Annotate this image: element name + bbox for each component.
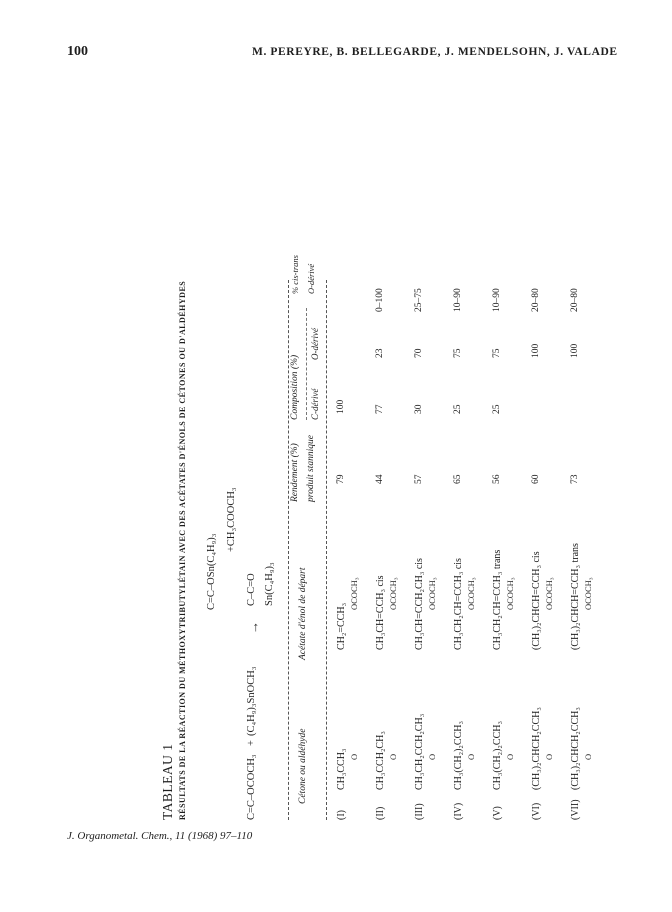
ketone-carbonyl-o: O bbox=[349, 753, 359, 760]
rotated-table-block bbox=[160, 255, 612, 820]
enol-acetate-substituent: OCOCH₃ bbox=[505, 577, 515, 610]
plus-sign: + bbox=[246, 740, 257, 746]
yield-value: 65 bbox=[453, 474, 463, 484]
citation-text: J. Organometal. Chem., 11 (1968) 97–110 bbox=[67, 830, 253, 842]
cis-trans-value: 10–90 bbox=[453, 288, 463, 312]
row-label: (VI) bbox=[531, 802, 542, 820]
reactant-methoxytributyltin: (C₄H₉)₃SnOCH₃ bbox=[246, 666, 257, 736]
ketone-formula: CH₃CH₂CCH₂CH₃ bbox=[414, 713, 425, 790]
enol-acetate-formula: CH₃CH₂CH=CCH₃ trans bbox=[492, 549, 503, 650]
ketone-formula: (CH₃)₂CHCH₂CCH₃ bbox=[570, 707, 581, 790]
ketone-carbonyl-o: O bbox=[388, 753, 398, 760]
enol-acetate-substituent: OCOCH₃ bbox=[466, 577, 476, 610]
c-derivative-value: 25 bbox=[492, 404, 502, 414]
enol-acetate-formula: CH₃CH=CCH₂CH₃ cis bbox=[414, 558, 425, 650]
header-cis-trans-sub: O-dérivé bbox=[306, 263, 316, 294]
enol-acetate-substituent: OCOCH₃ bbox=[388, 577, 398, 610]
header-c-derivative: C-dérivé bbox=[310, 388, 320, 420]
enol-acetate-formula: (CH₃)₂CHCH=CCH₃ cis bbox=[531, 551, 542, 650]
c-derivative-value: 25 bbox=[453, 404, 463, 414]
ketone-carbonyl-o: O bbox=[544, 753, 554, 760]
ketone-carbonyl-o: O bbox=[505, 753, 515, 760]
row-label: (V) bbox=[492, 806, 503, 820]
yield-value: 57 bbox=[414, 474, 424, 484]
cis-trans-value: 20–80 bbox=[531, 288, 541, 312]
journal-citation bbox=[67, 830, 252, 842]
enol-acetate-formula: (CH₃)₂CHCH=CCH₃ trans bbox=[570, 543, 581, 650]
o-derivative-value: 100 bbox=[570, 343, 580, 358]
ketone-formula: CH₃(CH₂)₂CCH₃ bbox=[453, 721, 464, 790]
reaction-equation bbox=[200, 300, 280, 820]
ketone-carbonyl-o: O bbox=[583, 753, 593, 760]
enol-acetate-substituent: OCOCH₃ bbox=[427, 577, 437, 610]
o-derivative-value: 70 bbox=[414, 348, 424, 358]
composition-subrule bbox=[306, 308, 308, 420]
byproduct-methyl-acetate: +CH₃COOCH₃ bbox=[226, 487, 237, 552]
running-header-authors: M. PEREYRE, B. BELLEGARDE, J. MENDELSOHN, J. VALADE bbox=[252, 46, 618, 58]
yield-value: 60 bbox=[531, 474, 541, 484]
product-o-stannyl: C=C–OSn(C₄H₉)₃ bbox=[206, 533, 217, 610]
ketone-carbonyl-o: O bbox=[466, 753, 476, 760]
header-cis-trans: % cis-trans bbox=[290, 255, 300, 294]
enol-acetate-substituent: OCOCH₃ bbox=[349, 577, 359, 610]
header-yield-sub: produit stannique bbox=[306, 435, 316, 502]
row-label: (I) bbox=[336, 810, 347, 820]
ketone-carbonyl-o: O bbox=[427, 753, 437, 760]
c-derivative-value: 100 bbox=[336, 399, 346, 414]
header-enol-acetate: Acétate d'énol de départ bbox=[298, 567, 308, 660]
ketone-formula: CH₃CCH₂CH₃ bbox=[375, 731, 386, 790]
row-label: (VII) bbox=[570, 799, 581, 820]
yield-value: 73 bbox=[570, 474, 580, 484]
yield-value: 56 bbox=[492, 474, 502, 484]
reactant-enol-acetate: C=C–OCOCH₃ bbox=[246, 754, 257, 820]
yield-value: 44 bbox=[375, 474, 385, 484]
row-label: (II) bbox=[375, 806, 386, 820]
ketone-formula: (CH₃)₂CHCH₂CCH₃ bbox=[531, 707, 542, 790]
cis-trans-value: 20–80 bbox=[570, 288, 580, 312]
enol-acetate-formula: CH₂=CCH₃ bbox=[336, 602, 347, 650]
cis-trans-value: 10–90 bbox=[492, 288, 502, 312]
ketone-formula: CH₃(CH₂)₂CCH₃ bbox=[492, 721, 503, 790]
product-c-stannyl: C–C=O bbox=[246, 573, 257, 606]
table-caption: RÉSULTATS DE LA RÉACTION DU MÉTHOXYTRIBUTYLÉTAIN AVEC DES ACÉTATES D'ÉNOLS DE CÉTONES OU D'ALDÉHYDES bbox=[178, 280, 187, 820]
cis-trans-value: 0–100 bbox=[375, 288, 385, 312]
reaction-arrow: → bbox=[246, 621, 261, 634]
o-derivative-value: 75 bbox=[453, 348, 463, 358]
table-header-rule bbox=[326, 280, 328, 820]
header-ketone: Cétone ou aldéhyde bbox=[298, 728, 308, 804]
enol-acetate-substituent: OCOCH₃ bbox=[544, 577, 554, 610]
row-label: (IV) bbox=[453, 802, 464, 820]
table-title: TABLEAU 1 bbox=[160, 743, 175, 820]
o-derivative-value: 75 bbox=[492, 348, 502, 358]
ketone-formula: CH₃CCH₃ bbox=[336, 748, 347, 790]
page-number: 100 bbox=[67, 44, 88, 59]
c-derivative-value: 77 bbox=[375, 404, 385, 414]
cis-trans-value: 25–75 bbox=[414, 288, 424, 312]
enol-acetate-formula: CH₃CH=CCH₃ cis bbox=[375, 575, 386, 650]
o-derivative-value: 23 bbox=[375, 348, 385, 358]
enol-acetate-substituent: OCOCH₃ bbox=[583, 577, 593, 610]
header-o-derivative: O-dérivé bbox=[310, 328, 320, 360]
yield-value: 79 bbox=[336, 474, 346, 484]
row-label: (III) bbox=[414, 803, 425, 820]
product-c-stannyl-substituent: Sn(C₄H₉)₃ bbox=[264, 562, 275, 606]
header-yield: Rendement (%) bbox=[290, 443, 300, 502]
header-composition: Composition (%) bbox=[290, 354, 300, 420]
c-derivative-value: 30 bbox=[414, 404, 424, 414]
o-derivative-value: 100 bbox=[531, 343, 541, 358]
enol-acetate-formula: CH₃CH₂CH=CCH₃ cis bbox=[453, 558, 464, 650]
